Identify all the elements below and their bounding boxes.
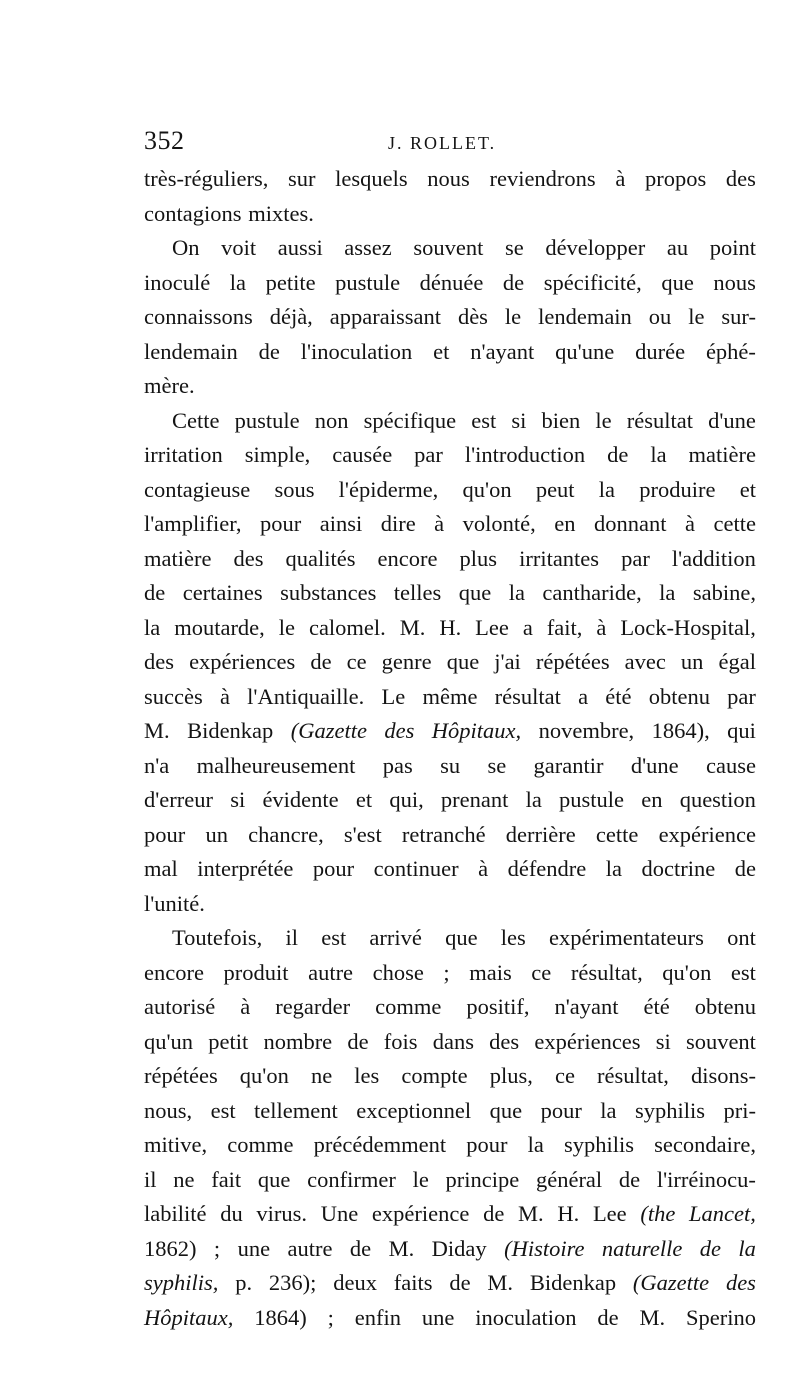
text-line: il ne fait que confirmer le principe général de l'irréinocu- — [144, 1166, 756, 1192]
text-line: Cette pustule non spécifique est si bien le résultat d'une — [172, 407, 756, 433]
text-line: encore produit autre chose ; mais ce résultat, qu'on est — [144, 959, 756, 985]
text-line: Hôpitaux, 1864) ; enfin une inoculation de M. Sperino — [144, 1304, 756, 1330]
text-line: On voit aussi assez souvent se développer au point — [172, 235, 756, 260]
text-line: connaissons déjà, apparaissant dès le lendemain ou le sur- — [144, 304, 756, 329]
text-line: nous, est tellement exceptionnel que pour la syphilis pri- — [144, 1097, 756, 1123]
text-line: syphilis, p. 236); deux faits de M. Bidenkap (Gazette des — [144, 1270, 756, 1295]
text-line: lendemain de l'inoculation et n'ayant qu'une durée éphé- — [144, 338, 756, 364]
text-line: n'a malheureusement pas su se garantir d'une cause — [144, 752, 756, 778]
text-line: d'erreur si évidente et qui, prenant la pustule en question — [144, 787, 756, 812]
text-line: répétées qu'on ne les compte plus, ce résultat, disons- — [144, 1063, 756, 1088]
page-header — [144, 124, 756, 158]
text-line: pour un chancre, s'est retranché derrière cette expérience — [144, 821, 756, 847]
text-line: autorisé à regarder comme positif, n'ayant été obtenu — [144, 994, 756, 1019]
text-line: mal interprétée pour continuer à défendre la doctrine de — [144, 856, 756, 881]
page-number: 352 — [144, 126, 185, 155]
text-line: matière des qualités encore plus irritantes par l'addition — [144, 545, 756, 571]
text-line: mère. — [144, 373, 195, 398]
text-line: contagieuse sous l'épiderme, qu'on peut la produire et — [144, 476, 756, 502]
text-line: l'amplifier, pour ainsi dire à volonté, en donnant à cette — [144, 511, 756, 536]
text-line: inoculé la petite pustule dénuée de spécificité, que nous — [144, 269, 756, 295]
text-line: mitive, comme précédemment pour la syphilis secondaire, — [144, 1132, 756, 1157]
text-line: Toutefois, il est arrivé que les expérimentateurs ont — [172, 925, 756, 950]
text-line: 1862) ; une autre de M. Diday (Histoire naturelle de la — [144, 1235, 756, 1261]
text-line: l'unité. — [144, 890, 205, 916]
running-head: J. ROLLET. — [388, 133, 497, 153]
text-line: irritation simple, causée par l'introduction de la matière — [144, 442, 756, 467]
text-line: la moutarde, le calomel. M. H. Lee a fait, à Lock-Hospital, — [144, 614, 756, 640]
text-line: M. Bidenkap (Gazette des Hôpitaux, novembre, 1864), qui — [144, 718, 756, 743]
text-line: labilité du virus. Une expérience de M. H. Lee (the Lancet, — [144, 1201, 756, 1226]
body-text — [144, 162, 756, 1335]
text-line: contagions mixtes. — [144, 200, 314, 226]
text-line: de certaines substances telles que la cantharide, la sabine, — [144, 580, 756, 605]
text-line: qu'un petit nombre de fois dans des expériences si souvent — [144, 1028, 756, 1054]
text-line: très-réguliers, sur lesquels nous reviendrons à propos des — [144, 166, 756, 191]
text-line: des expériences de ce genre que j'ai répétées avec un égal — [144, 649, 756, 674]
text-line: succès à l'Antiquaille. Le même résultat a été obtenu par — [144, 683, 756, 709]
